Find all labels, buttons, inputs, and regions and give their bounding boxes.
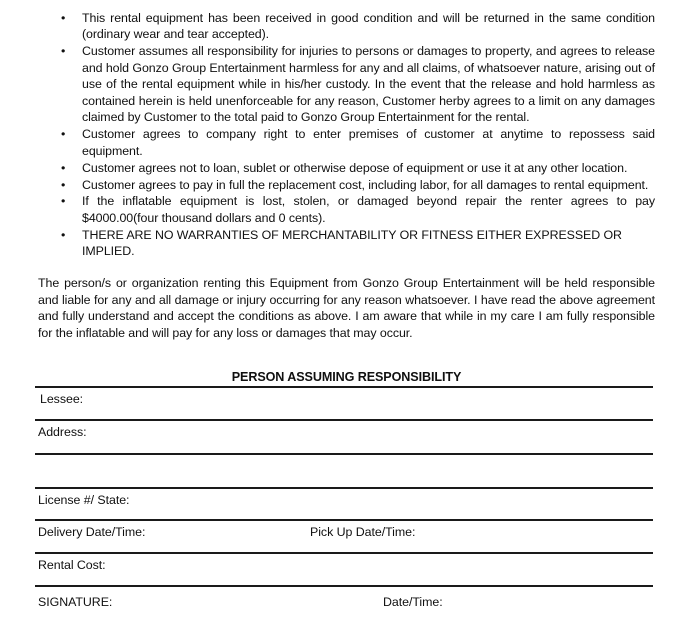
list-item bbox=[0, 160, 693, 176]
delivery-datetime-label: Delivery Date/Time: bbox=[38, 525, 146, 539]
list-item bbox=[0, 10, 693, 43]
address-label: Address: bbox=[38, 425, 87, 439]
list-item bbox=[0, 43, 693, 125]
term-text: Customer assumes all responsibility for injuries to persons or damages to property, and agrees to release and hold Gonzo Group Entertainment harmless for any and all claims, of whatsoever nature, arising out of use of the rental equipment while in his/her custody. In the event that the release and hold harmless as contained herein is held unenforceable for any reason, Customer herby agrees to a limit on any damages claimed by Customer to the total paid to Gonzo Group Entertainment for the rental. bbox=[82, 44, 655, 125]
form-rule-4 bbox=[35, 487, 653, 489]
list-item bbox=[0, 227, 693, 260]
form-rule-1 bbox=[35, 386, 653, 388]
list-item bbox=[0, 177, 693, 193]
list-item bbox=[0, 193, 693, 226]
signature-label: SIGNATURE: bbox=[38, 595, 113, 609]
form-rule-6 bbox=[35, 552, 653, 554]
lessee-label: Lessee: bbox=[40, 392, 84, 406]
form-rule-5 bbox=[35, 519, 653, 521]
bullet-icon: • bbox=[61, 177, 66, 192]
bullet-icon: • bbox=[61, 227, 66, 242]
bullet-icon: • bbox=[61, 44, 66, 59]
page-title: PERSON ASSUMING RESPONSIBILITY bbox=[231, 370, 462, 384]
form-rule-2 bbox=[35, 419, 653, 421]
term-text: Customer agrees to pay in full the replacement cost, including labor, for all damages to rental equipment. bbox=[82, 177, 649, 192]
term-text: If the inflatable equipment is lost, stolen, or damaged beyond repair the renter agrees to pay $4000.00(four thousand dollars and 0 cents). bbox=[82, 194, 655, 225]
pickup-datetime-label: Pick Up Date/Time: bbox=[310, 525, 416, 539]
form-rule-7 bbox=[35, 585, 653, 587]
form-rule-3 bbox=[35, 453, 653, 455]
term-text: Customer agrees not to loan, sublet or otherwise depose of equipment or use it at any other location. bbox=[82, 160, 628, 175]
list-item bbox=[0, 126, 693, 159]
term-text: This rental equipment has been received in good condition and will be returned in the same condition (ordinary wear and tear accepted). bbox=[82, 11, 655, 42]
bullet-icon: • bbox=[61, 160, 66, 175]
terms-list bbox=[0, 10, 693, 260]
signature-datetime-label: Date/Time: bbox=[383, 595, 443, 609]
bullet-icon: • bbox=[61, 127, 66, 142]
rental-cost-label: Rental Cost: bbox=[38, 558, 106, 572]
term-text: Customer agrees to company right to enter premises of customer at anytime to repossess said equipment. bbox=[82, 127, 655, 158]
bullet-icon: • bbox=[61, 194, 66, 209]
responsibility-paragraph: The person/s or organization renting this Equipment from Gonzo Group Entertainment will be held responsible and liable for any and all damage or injury occurring for any reason whatsoever. I have read the above agreement and fully understand and accept the conditions as above. I am aware that while in my care I am fully responsible for the inflatable and will pay for any loss or damages that may occur. bbox=[38, 276, 655, 340]
license-state-label: License #/ State: bbox=[38, 493, 130, 507]
bullet-icon: • bbox=[61, 11, 66, 25]
term-text: THERE ARE NO WARRANTIES OF MERCHANTABILITY OR FITNESS EITHER EXPRESSED OR IMPLIED. bbox=[82, 227, 622, 259]
